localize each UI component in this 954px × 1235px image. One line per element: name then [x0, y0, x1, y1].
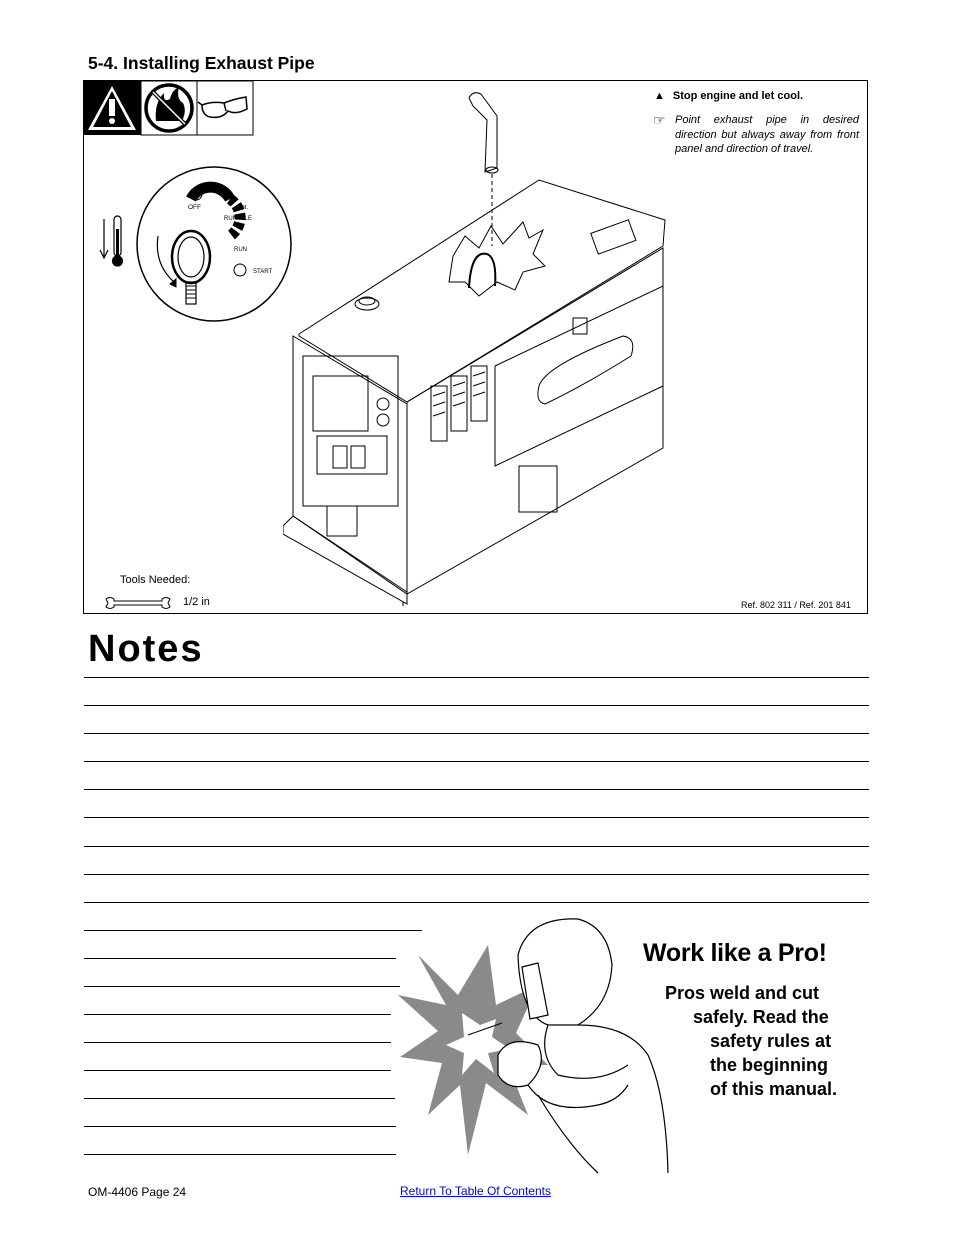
note-line — [84, 902, 869, 903]
section-title: 5-4. Installing Exhaust Pipe — [88, 53, 315, 73]
note-line — [84, 1154, 396, 1155]
note-line — [84, 1014, 391, 1015]
safety-icons — [84, 81, 254, 137]
dial-start-label: START — [253, 269, 273, 275]
note-line — [84, 846, 869, 847]
side-louvers — [431, 366, 487, 441]
note-line — [84, 817, 869, 818]
note-line — [84, 1098, 395, 1099]
wrench-icon — [104, 596, 172, 610]
note-line — [84, 761, 869, 762]
figure-reference: Ref. 802 311 / Ref. 201 841 — [741, 600, 851, 610]
note-line — [84, 733, 869, 734]
note-line — [84, 1070, 391, 1071]
warning-row — [654, 90, 803, 102]
promo-line: of this manual. — [710, 1079, 838, 1099]
warning-triangle-small-icon: ▲ — [654, 90, 665, 102]
note-line — [84, 1042, 391, 1043]
table-of-contents-link[interactable]: Return To Table Of Contents — [400, 1184, 551, 1198]
note-line — [84, 789, 869, 790]
note-text: Point exhaust pipe in desired direction but always away from front panel and direction of travel. — [675, 114, 859, 155]
note-line — [84, 958, 396, 959]
dial-run-idle-label: RUN/IDLE — [224, 216, 253, 222]
note-line — [84, 874, 869, 875]
promo-line: safety rules at — [710, 1031, 832, 1051]
note-line — [84, 986, 400, 987]
promo-line: the beginning — [710, 1055, 828, 1075]
warning-text: Stop engine and let cool. — [672, 90, 804, 102]
dial-opt-label: opt. — [238, 205, 249, 211]
promo-line: safely. Read the — [693, 1007, 829, 1027]
thermometer-icon — [100, 216, 123, 266]
promo-line: Pros weld and cut — [665, 983, 820, 1003]
welder-illustration — [398, 915, 678, 1175]
note-line — [84, 930, 422, 931]
note-line — [84, 705, 869, 706]
pointing-hand-icon: ☞ — [653, 112, 666, 128]
notes-title: Notes — [88, 628, 204, 670]
no-fire-icon — [146, 85, 192, 131]
dial-run-label: RUN — [234, 247, 247, 253]
note-line — [84, 677, 869, 678]
welding-generator-drawing — [283, 86, 673, 606]
exhaust-pipe — [469, 93, 498, 246]
tools-needed-label: Tools Needed: — [120, 574, 191, 586]
dial-off-label: OFF — [188, 204, 201, 211]
engine-switch-diagram — [96, 164, 296, 324]
page-number: OM-4406 Page 24 — [88, 1185, 187, 1199]
note-line — [84, 1126, 396, 1127]
tool-size: 1/2 in — [183, 596, 210, 608]
promo-heading: Work like a Pro! — [643, 939, 827, 967]
